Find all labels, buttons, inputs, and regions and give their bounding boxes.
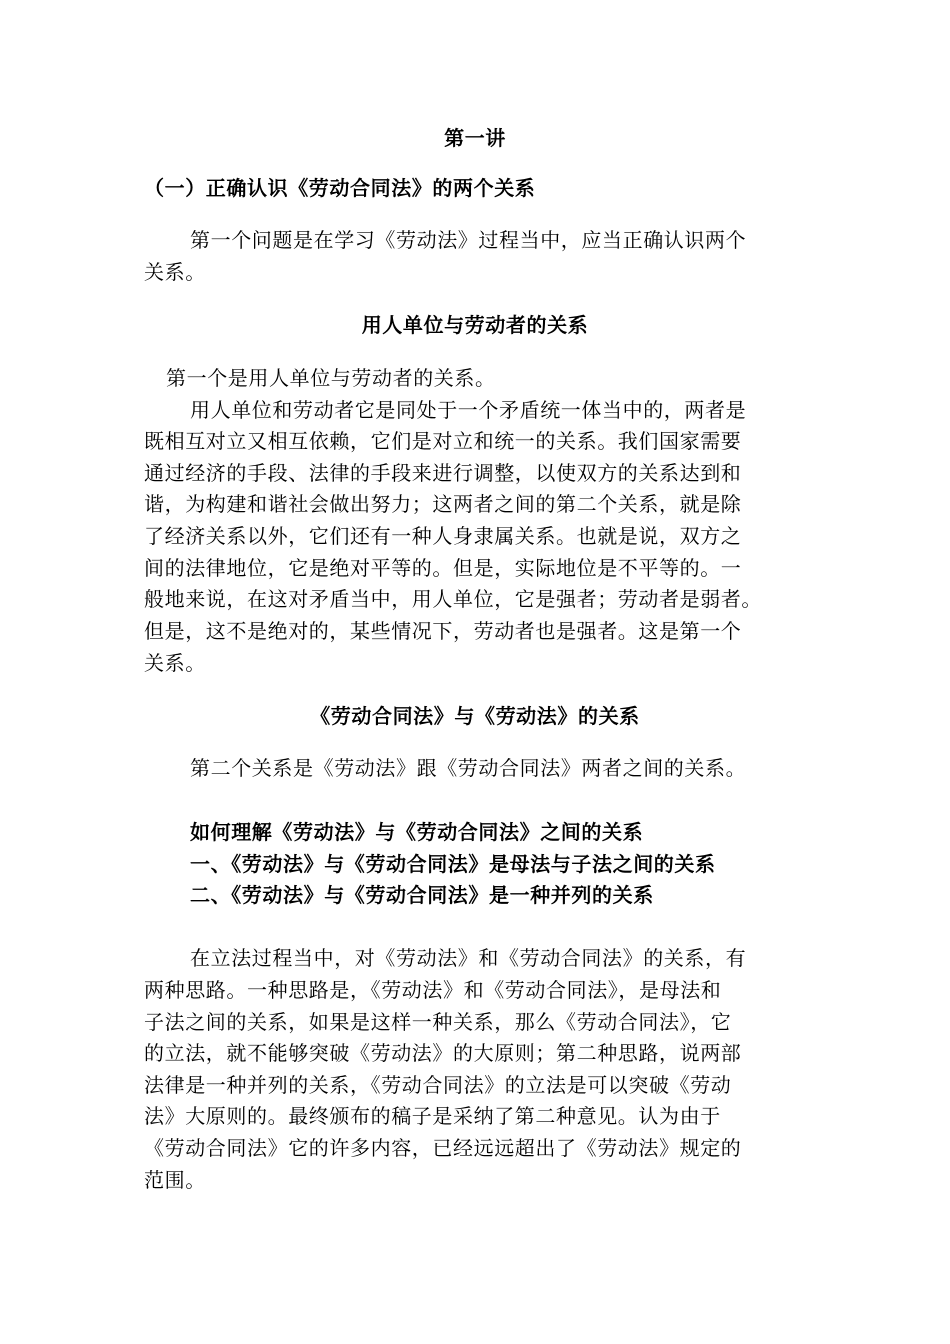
- paragraph-line: 子法之间的关系，如果是这样一种关系，那么《劳动合同法》，它: [144, 1010, 732, 1034]
- subheading-law-relation: 《劳动合同法》与《劳动法》的关系: [310, 704, 640, 728]
- paragraph-line: 但是，这不是绝对的，某些情况下，劳动者也是强者。这是第一个: [144, 619, 742, 643]
- subheading-employer-worker: 用人单位与劳动者的关系: [361, 313, 589, 337]
- list-heading: 如何理解《劳动法》与《劳动合同法》之间的关系: [190, 820, 644, 844]
- section-heading: （一）正确认识《劳动合同法》的两个关系: [144, 176, 536, 200]
- paragraph-line: 既相互对立又相互依赖，它们是对立和统一的关系。我们国家需要: [144, 429, 742, 453]
- intro-line: 第一个问题是在学习《劳动法》过程当中，应当正确认识两个: [190, 228, 747, 252]
- paragraph-line: 般地来说，在这对矛盾当中，用人单位，它是强者；劳动者是弱者。: [144, 587, 762, 611]
- paragraph-line: 了经济关系以外，它们还有一种人身隶属关系。也就是说，双方之: [144, 524, 742, 548]
- page-title: 第一讲: [444, 126, 506, 150]
- paragraph-line: 在立法过程当中，对《劳动法》和《劳动合同法》的关系，有: [190, 946, 747, 970]
- list-item: 一、《劳动法》与《劳动合同法》是母法与子法之间的关系: [190, 852, 716, 876]
- paragraph-line: 法》大原则的。最终颁布的稿子是采纳了第二种意见。认为由于: [144, 1104, 721, 1128]
- paragraph-line: 谐，为构建和谐社会做出努力；这两者之间的第二个关系，就是除: [144, 492, 742, 516]
- paragraph-line: 两种思路。一种思路是，《劳动法》和《劳动合同法》，是母法和: [144, 978, 722, 1002]
- paragraph-line: 间的法律地位，它是绝对平等的。但是，实际地位是不平等的。一: [144, 556, 742, 580]
- intro-line: 关系。: [144, 260, 206, 284]
- paragraph-line: 法律是一种并列的关系，《劳动合同法》的立法是可以突破《劳动: [144, 1073, 732, 1097]
- paragraph-line: 的立法，就不能够突破《劳动法》的大原则；第二种思路，说两部: [144, 1041, 742, 1065]
- paragraph-line: 关系。: [144, 651, 206, 675]
- paragraph-line: 通过经济的手段、法律的手段来进行调整，以使双方的关系达到和: [144, 461, 742, 485]
- paragraph-lead: 第一个是用人单位与劳动者的关系。: [166, 366, 496, 390]
- paragraph-line: 《劳动合同法》它的许多内容，已经远远超出了《劳动法》规定的: [144, 1136, 742, 1160]
- list-item: 二、《劳动法》与《劳动合同法》是一种并列的关系: [190, 883, 654, 907]
- paragraph-line: 第二个关系是《劳动法》跟《劳动合同法》两者之间的关系。: [190, 756, 747, 780]
- paragraph-line: 用人单位和劳动者它是同处于一个矛盾统一体当中的，两者是: [190, 398, 747, 422]
- paragraph-line: 范围。: [144, 1168, 206, 1192]
